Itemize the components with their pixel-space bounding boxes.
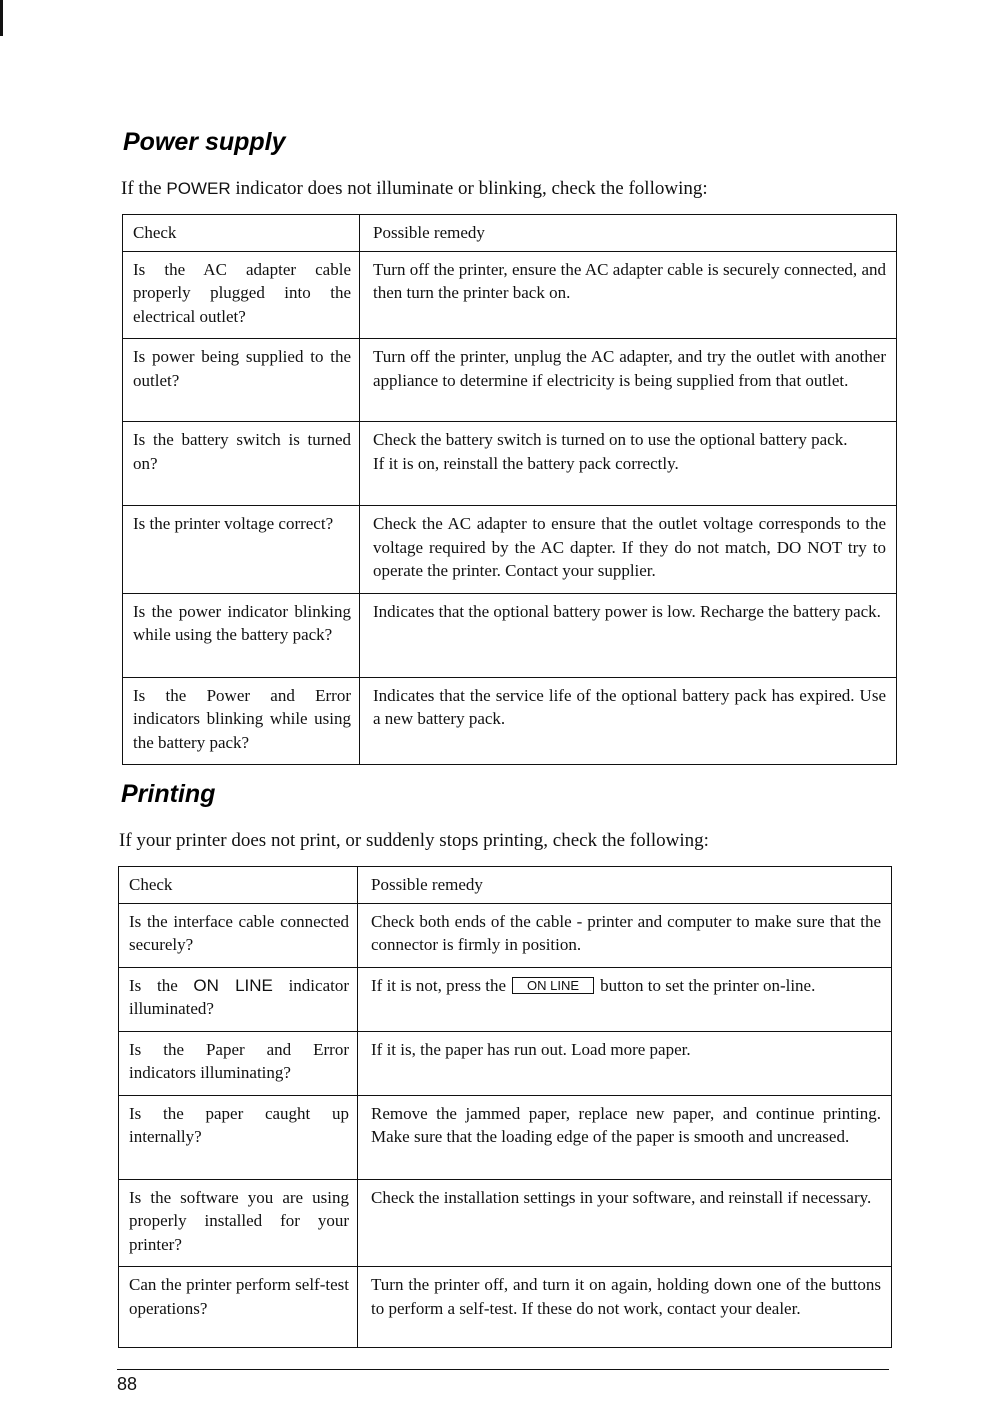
online-indicator-keyword: ON LINE bbox=[193, 975, 273, 995]
check-cell: Is the interface cable connected securely? bbox=[119, 903, 358, 967]
check-cell: Is the Power and Error indicators blinking while using the battery pack? bbox=[123, 677, 360, 765]
printing-table bbox=[118, 866, 892, 1348]
remedy-cell: Turn the printer off, and turn it on again, holding down one of the buttons to perform a self-test. If these do not work, contact your dealer. bbox=[358, 1267, 892, 1348]
remedy-cell: Indicates that the service life of the optional battery pack has expired. Use a new battery pack. bbox=[360, 677, 897, 765]
check-cell: Can the printer perform self-test operations? bbox=[119, 1267, 358, 1348]
power-intro-after: indicator does not illuminate or blinking, check the following: bbox=[235, 178, 708, 199]
header-check: Check bbox=[119, 867, 358, 904]
remedy-cell: Turn off the printer, unplug the AC adapter, and try the outlet with another appliance to determine if electricity is being supplied from that outlet. bbox=[360, 339, 897, 422]
remedy-cell: Remove the jammed paper, replace new paper, and continue printing. Make sure that the loading edge of the paper is smooth and uncreased. bbox=[358, 1095, 892, 1179]
check-cell: Is the software you are using properly installed for your printer? bbox=[119, 1179, 358, 1267]
table-row bbox=[119, 1267, 892, 1348]
table-row bbox=[119, 1179, 892, 1267]
table-row bbox=[119, 967, 892, 1031]
power-intro bbox=[121, 177, 708, 201]
table-row bbox=[123, 251, 897, 339]
power-supply-table bbox=[122, 214, 897, 765]
check-text: Is the bbox=[129, 975, 178, 995]
check-cell: Is the Paper and Error indicators illuminating? bbox=[119, 1031, 358, 1095]
header-remedy: Possible remedy bbox=[360, 215, 897, 252]
check-cell bbox=[119, 967, 358, 1031]
check-cell: Is the power indicator blinking while using the battery pack? bbox=[123, 593, 360, 677]
power-keyword: POWER bbox=[166, 179, 231, 198]
header-check: Check bbox=[123, 215, 360, 252]
table-row bbox=[123, 422, 897, 506]
footer-rule bbox=[117, 1369, 889, 1370]
table-row bbox=[123, 677, 897, 765]
printing-title: Printing bbox=[121, 780, 216, 808]
page-edge-mark bbox=[0, 0, 3, 36]
check-cell: Is the paper caught up internally? bbox=[119, 1095, 358, 1179]
remedy-cell: Check both ends of the cable - printer and computer to make sure that the connector is firmly in position. bbox=[358, 903, 892, 967]
check-cell: Is the AC adapter cable properly plugged into the electrical outlet? bbox=[123, 251, 360, 339]
power-supply-heading-block bbox=[123, 128, 286, 157]
check-text: indicator illuminated? bbox=[129, 975, 349, 1018]
remedy-cell: Check the installation settings in your software, and reinstall if necessary. bbox=[358, 1179, 892, 1267]
remedy-cell: If it is, the paper has run out. Load more paper. bbox=[358, 1031, 892, 1095]
remedy-text: button to set the printer on-line. bbox=[600, 975, 816, 995]
remedy-text: If it is not, press the bbox=[371, 975, 507, 995]
table-row bbox=[123, 593, 897, 677]
page-number: 88 bbox=[117, 1374, 138, 1394]
remedy-cell bbox=[358, 967, 892, 1031]
table-header-row bbox=[123, 215, 897, 252]
remedy-line: If it is on, reinstall the battery pack correctly. bbox=[373, 453, 679, 473]
check-cell: Is the battery switch is turned on? bbox=[123, 422, 360, 506]
remedy-cell: Check the AC adapter to ensure that the outlet voltage corresponds to the voltage required by the AC dapter. If they do not match, DO NOT try to operate the printer. Contact your supplier. bbox=[360, 506, 897, 594]
header-remedy: Possible remedy bbox=[358, 867, 892, 904]
table-row bbox=[123, 339, 897, 422]
table-row bbox=[119, 1031, 892, 1095]
remedy-cell: Turn off the printer, ensure the AC adapter cable is securely connected, and then turn the printer back on. bbox=[360, 251, 897, 339]
online-key-label: ON LINE bbox=[512, 977, 594, 994]
table-header-row bbox=[119, 867, 892, 904]
check-cell: Is power being supplied to the outlet? bbox=[123, 339, 360, 422]
check-cell: Is the printer voltage correct? bbox=[123, 506, 360, 594]
printing-heading-block bbox=[121, 780, 215, 809]
table-row bbox=[119, 1095, 892, 1179]
printing-intro: If your printer does not print, or suddenly stops printing, check the following: bbox=[119, 830, 709, 851]
table-row bbox=[119, 903, 892, 967]
power-intro-before: If the bbox=[121, 178, 162, 199]
table-row bbox=[123, 506, 897, 594]
remedy-cell: Indicates that the optional battery power is low. Recharge the battery pack. bbox=[360, 593, 897, 677]
remedy-line: Check the battery switch is turned on to use the optional battery pack. bbox=[373, 430, 848, 449]
remedy-cell bbox=[360, 422, 897, 506]
power-supply-title: Power supply bbox=[123, 128, 286, 156]
